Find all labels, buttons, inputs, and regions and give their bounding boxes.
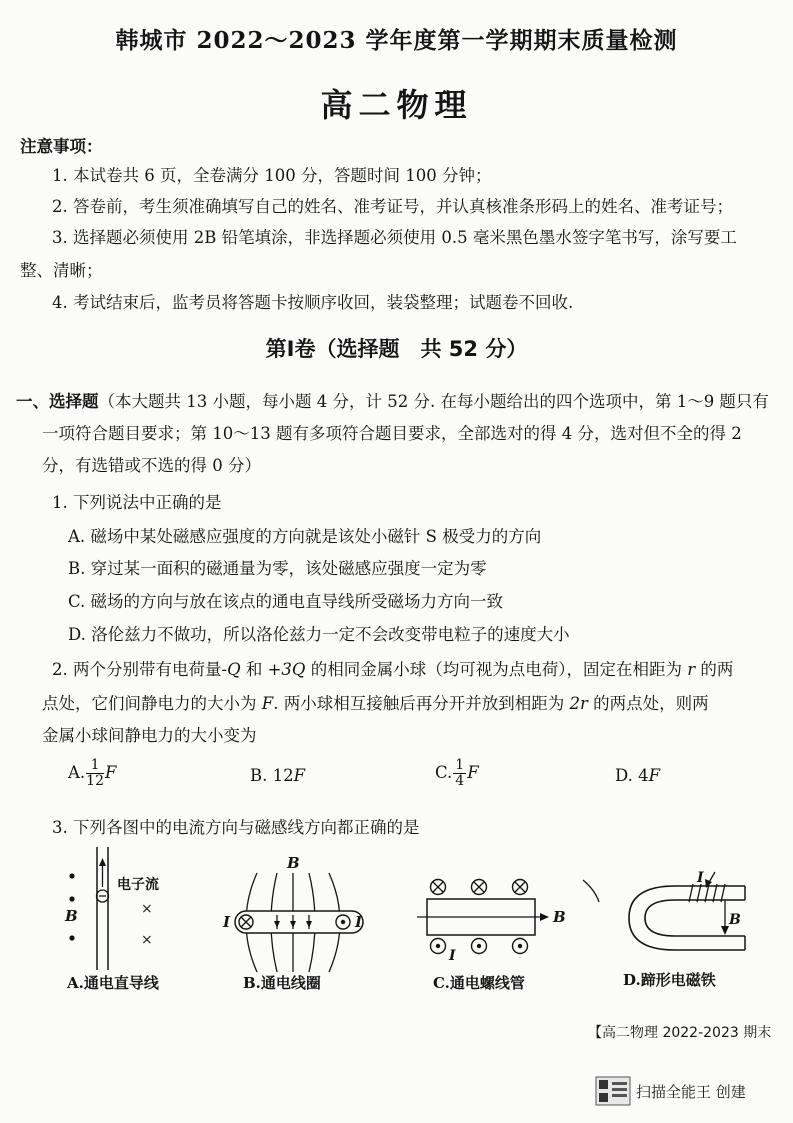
question-1-option-d: D. 洛伦兹力不做功，所以洛伦兹力一定不会改变带电粒子的速度大小 (68, 625, 570, 644)
notice-item: 1. 本试卷共 6 页，全卷满分 100 分，答题时间 100 分钟； (52, 166, 492, 185)
field-line (583, 880, 599, 902)
magnet-outer (629, 886, 745, 950)
notice-item: 4. 考试结束后，监考员将答题卡按顺序收回，装袋整理；试题卷不回收. (52, 293, 574, 312)
label-b: B (65, 907, 78, 925)
figure-d-horseshoe-electromagnet (575, 860, 775, 996)
subject-title: 高二物理 (320, 86, 473, 124)
label-i-right: I (355, 913, 363, 931)
label-b: B (553, 908, 566, 926)
question-1-option-c: C. 磁场的方向与放在该点的通电直导线所受磁场力方向一致 (68, 592, 504, 611)
part-one-line: 一、选择题（本大题共 13 小题，每小题 4 分，计 52 分. 在每小题给出的四个选项中，第 1～9 题只有 (16, 392, 769, 411)
notice-heading: 注意事项： (20, 137, 103, 156)
label-i-left: I (223, 913, 231, 931)
part-one-line: 分，有选错或不选的得 0 分） (42, 456, 261, 475)
figure-b-caption: B.通电线圈 (243, 974, 321, 992)
question-1-option-a: A. 磁场中某处磁感应强度的方向就是该处小磁针 S 极受力的方向 (68, 527, 542, 546)
label-i: I (697, 870, 704, 886)
question-2-line: 金属小球间静电力的大小变为 (42, 726, 257, 745)
label-b: B (729, 912, 741, 928)
figure-a-caption: A.通电直导线 (67, 974, 159, 992)
cross-icon: × (141, 932, 153, 948)
question-2-option-a: A. $\frac{1}{12}$ F (68, 757, 117, 789)
notice-item: 2. 答卷前，考生须准确填写自己的姓名、准考证号，并认真核准条形码上的姓名、准考证号； (52, 197, 733, 216)
scanner-watermark: 扫描全能王 创建 (636, 1083, 746, 1101)
label-i: I (449, 948, 456, 964)
question-1-stem: 1. 下列说法中正确的是 (52, 493, 222, 512)
field-dot-icon (69, 935, 74, 940)
label-b: B (287, 854, 300, 872)
scanner-logo-icon (595, 1076, 631, 1106)
figure-c-solenoid (405, 872, 580, 994)
notice-item: 3. 选择题必须使用 2B 铅笔填涂，非选择题必须使用 0.5 毫米黑色墨水签字笔书写，涂写要工 (52, 228, 737, 247)
question-2-option-d: D. 4F (615, 766, 661, 785)
label-electron-flow: 电子流 (117, 877, 159, 893)
question-2-option-b: B. 12F (250, 766, 306, 785)
figure-d-caption: D.蹄形电磁铁 (623, 971, 716, 989)
question-1-option-b: B. 穿过某一面积的磁通量为零，该处磁感应强度一定为零 (68, 559, 487, 578)
notice-item: 整、清晰； (20, 261, 103, 280)
figure-a-straight-wire (55, 842, 185, 992)
figure-c-caption: C.通电螺线管 (433, 974, 525, 992)
figure-b-coil (215, 848, 385, 994)
page-footer: 【高二物理 2022-2023 期末 (588, 1025, 772, 1041)
part-one-line: 一项符合题目要求；第 10～13 题有多项符合题目要求，全部选对的得 4 分，选对但不全的得 2 (42, 424, 742, 443)
question-2-line: 点处，它们间静电力的大小为 F. 两小球相互接触后再分开并放到相距为 2r 的两点处，则两 (42, 694, 709, 713)
field-dot-icon (69, 896, 74, 901)
question-2-line: 2. 两个分别带有电荷量-Q 和 +3Q 的相同金属小球（均可视为点电荷），固定在相距为 r 的两 (52, 660, 734, 679)
field-dot-icon (69, 873, 74, 878)
exam-title: 韩城市 2022～2023 学年度第一学期期末质量检测 (115, 27, 678, 54)
section-title: 第Ⅰ卷（选择题 共 52 分） (265, 337, 528, 361)
question-3-stem: 3. 下列各图中的电流方向与磁感线方向都正确的是 (52, 818, 420, 837)
question-2-option-c: C. $\frac{1}{4}$ F (435, 757, 479, 789)
part-one-label: 一、选择题 (16, 392, 99, 411)
cross-icon: × (141, 901, 153, 917)
